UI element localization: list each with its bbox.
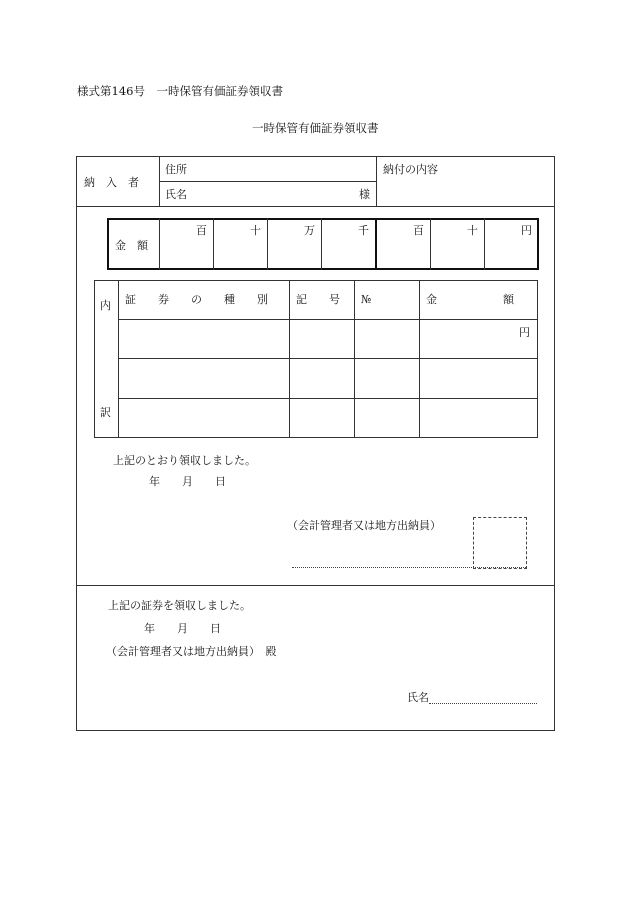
receipt1-date: 年 月 日 xyxy=(149,475,226,488)
unit-hundred-thousand: 百 xyxy=(196,224,207,237)
unit-hundred: 百 xyxy=(413,224,424,237)
form-number: 様式第146号 一時保管有価証券領収書 xyxy=(77,84,283,98)
header-security-type: 証 券 の 種 別 xyxy=(125,293,268,306)
address-label: 住所 xyxy=(165,163,187,176)
header-number: № xyxy=(361,293,372,306)
unit-thousand: 千 xyxy=(358,224,369,237)
name-label: 氏名 xyxy=(165,188,187,201)
payer-label: 納 入 者 xyxy=(84,176,139,189)
yen-unit: 円 xyxy=(519,326,530,339)
payer-divider xyxy=(76,206,555,207)
unit-man: 万 xyxy=(304,224,315,237)
receipt2-statement: 上記の証券を領収しました。 xyxy=(108,599,251,612)
seal-box xyxy=(473,517,527,569)
receipt2-date: 年 月 日 xyxy=(144,622,221,635)
unit-ten-thousand: 十 xyxy=(250,224,261,237)
document-title: 一時保管有価証券領収書 xyxy=(252,121,379,135)
header-symbol: 記 号 xyxy=(296,293,340,306)
unit-ten: 十 xyxy=(467,224,478,237)
unit-yen: 円 xyxy=(521,224,532,237)
amount-label: 金 額 xyxy=(115,239,148,252)
payment-content-label: 納付の内容 xyxy=(383,163,438,176)
receipt2-name-label: 氏名 xyxy=(407,691,429,704)
header-amount: 金 額 xyxy=(426,293,514,306)
receipt2-name-line xyxy=(429,703,537,704)
breakdown-side-top: 内 xyxy=(100,299,111,312)
receipt2-officer: （会計管理者又は地方出納員） 殿 xyxy=(106,645,277,658)
receipt1-officer: （会計管理者又は地方出納員） xyxy=(287,519,441,532)
breakdown-side-bottom: 訳 xyxy=(100,406,111,419)
honorific: 様 xyxy=(359,188,370,201)
receipt1-statement: 上記のとおり領収しました。 xyxy=(113,454,256,467)
section-divider xyxy=(76,585,555,586)
